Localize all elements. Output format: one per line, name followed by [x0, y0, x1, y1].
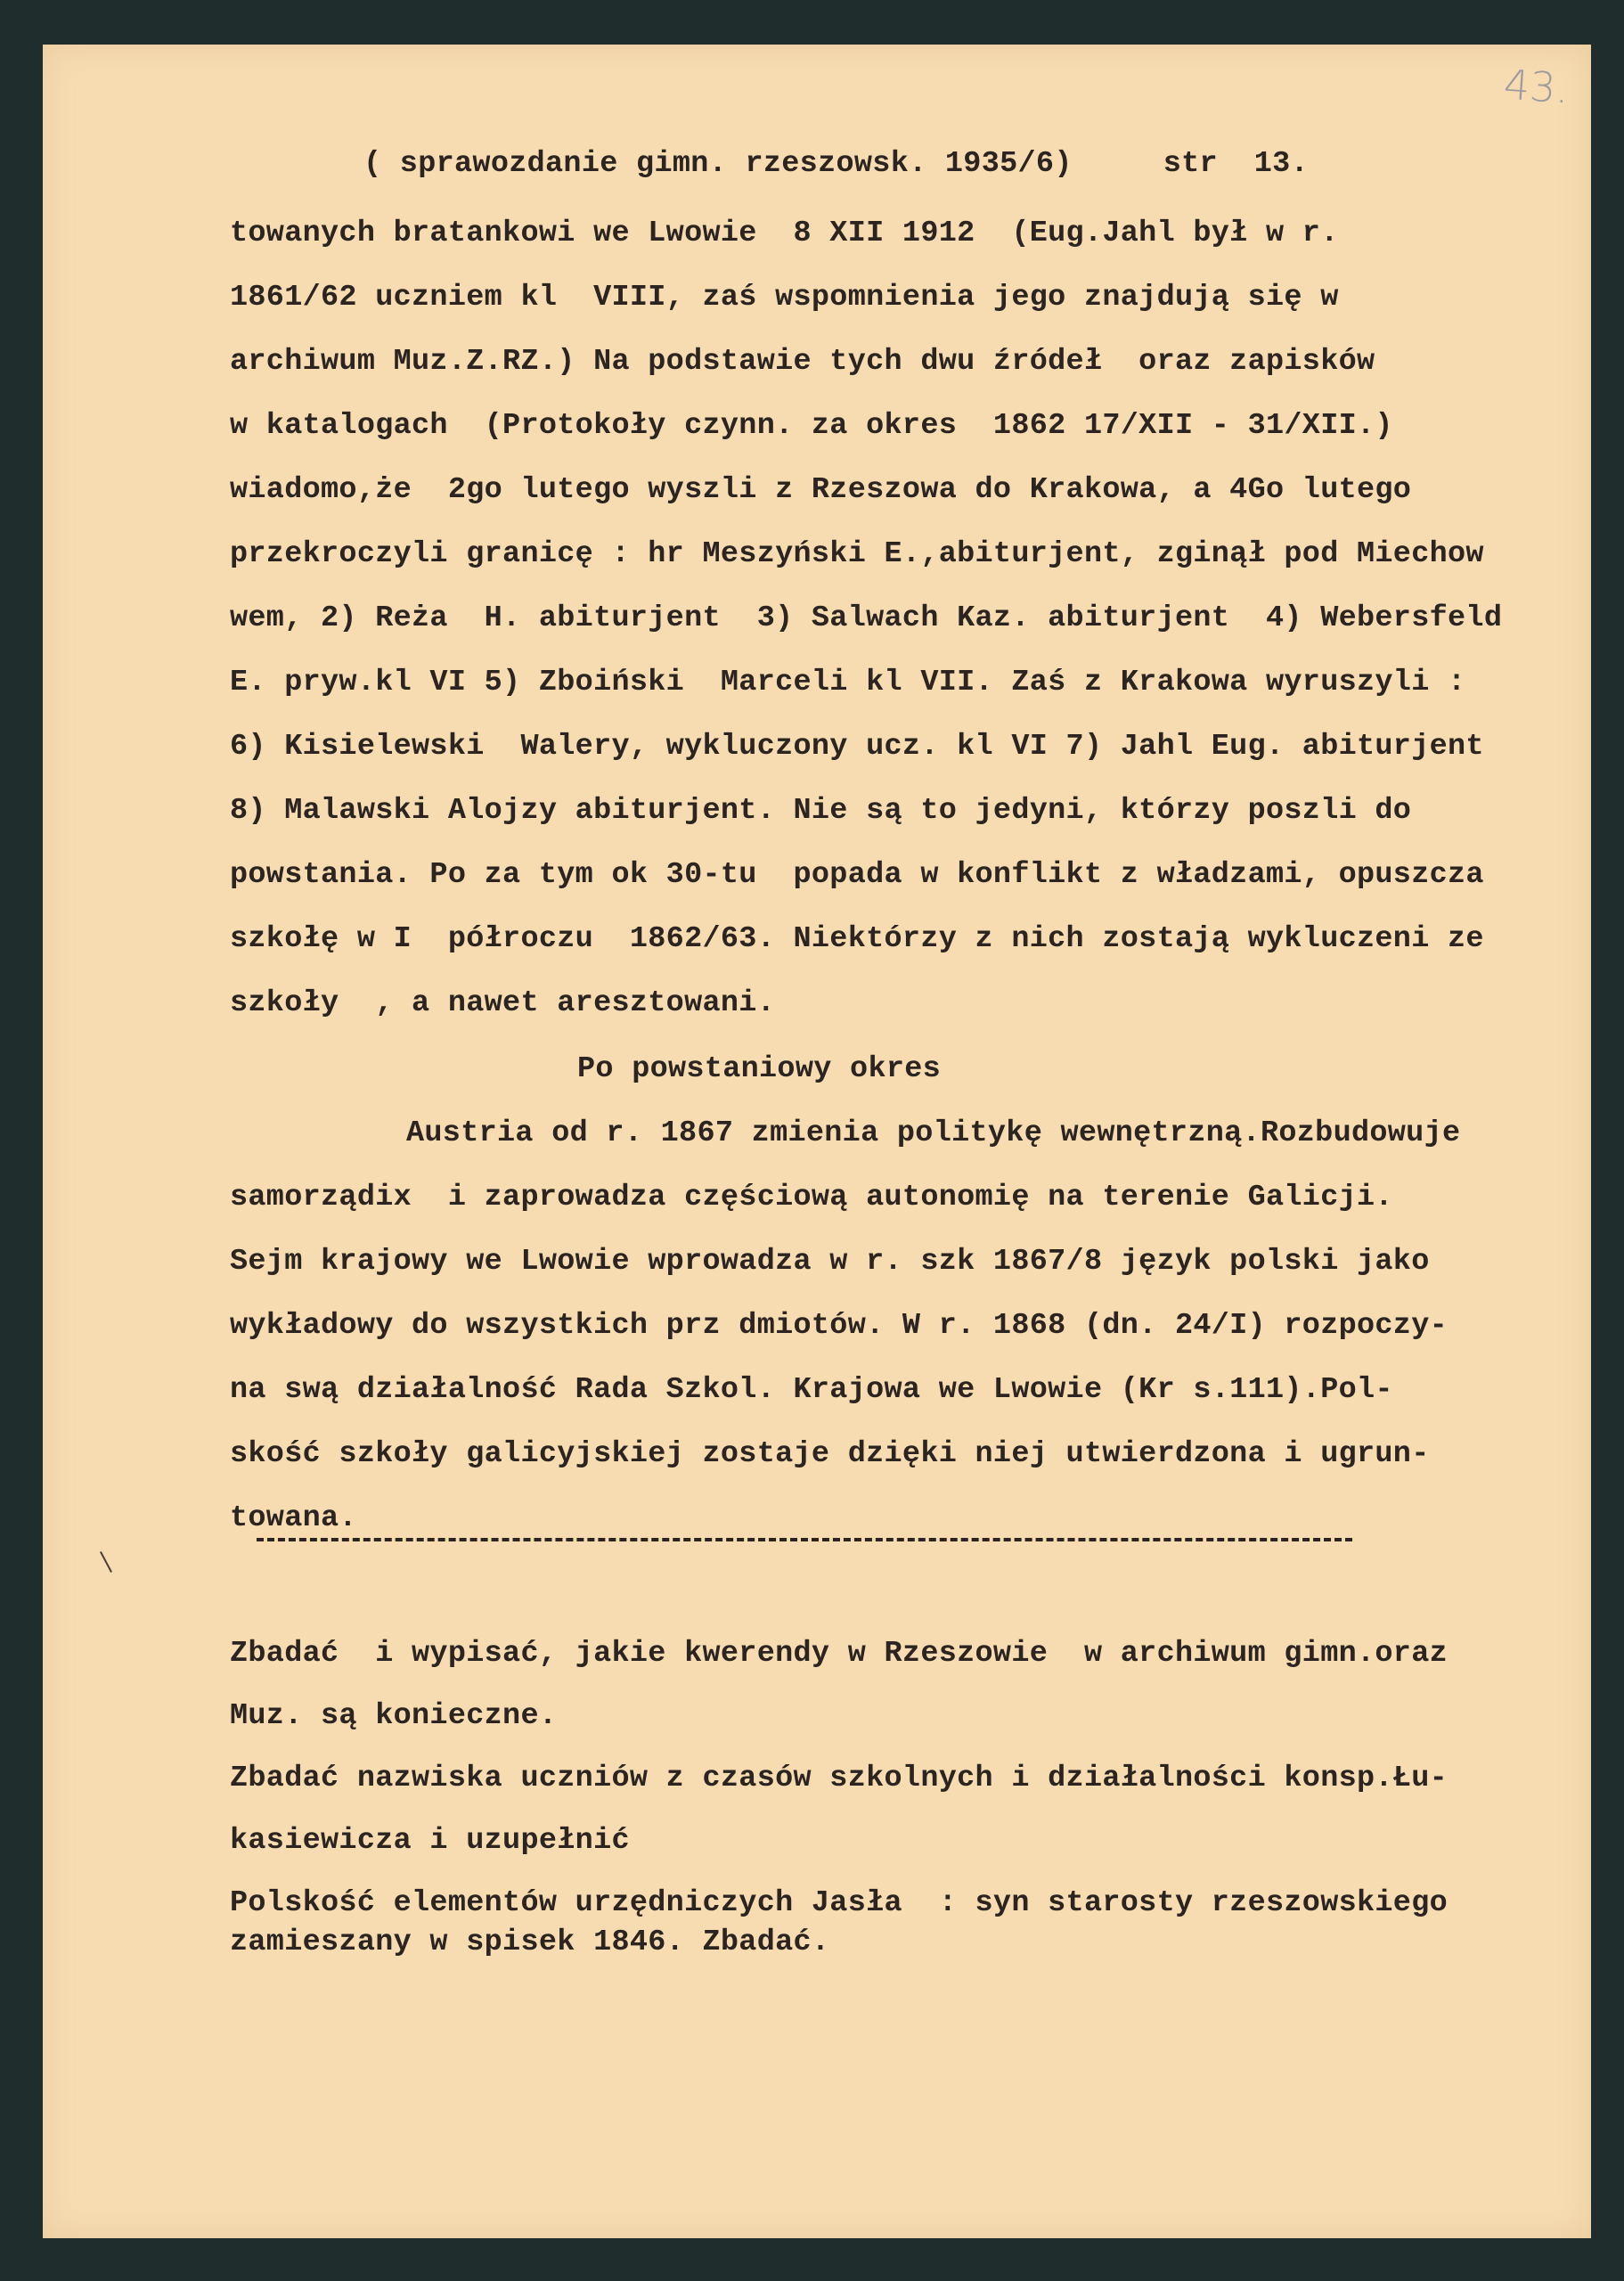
body-line: powstania. Po za tym ok 30-tu popada w konflikt z władzami, opuszcza	[230, 858, 1484, 892]
section-line: na swą działalność Rada Szkol. Krajowa we Lwowie (Kr s.111).Pol-	[230, 1373, 1393, 1407]
page-header: ( sprawozdanie gimn. rzeszowsk. 1935/6) str 13.	[363, 147, 1309, 181]
body-line: 6) Kisielewski Walery, wykluczony ucz. kl VI 7) Jahl Eug. abiturjent	[230, 730, 1484, 764]
folio-number: 43.	[1502, 60, 1571, 113]
note-line: kasiewicza i uzupełnić	[230, 1824, 630, 1858]
section-divider	[257, 1538, 1352, 1541]
body-line: E. pryw.kl VI 5) Zboiński Marceli kl VII. Zaś z Krakowa wyruszyli :	[230, 666, 1466, 699]
body-line: wiadomo,że 2go lutego wyszli z Rzeszowa do Krakowa, a 4Go lutego	[230, 473, 1412, 507]
stray-pen-mark	[100, 1551, 112, 1573]
section-line: skość szkoły galicyjskiej zostaje dzięki niej utwierdzona i ugrun-	[230, 1437, 1430, 1471]
body-line: szkołę w I półroczu 1862/63. Niektórzy z nich zostają wykluczeni ze	[230, 922, 1484, 956]
note-line: Zbadać nazwiska uczniów z czasów szkolnych i działalności konsp.Łu-	[230, 1762, 1449, 1795]
body-line: archiwum Muz.Z.RZ.) Na podstawie tych dwu źródeł oraz zapisków	[230, 345, 1375, 379]
note-line: Muz. są konieczne.	[230, 1699, 558, 1733]
document-page	[43, 45, 1591, 2238]
section-heading: Po powstaniowy okres	[577, 1052, 942, 1086]
body-line: 8) Malawski Alojzy abiturjent. Nie są to jedyni, którzy poszli do	[230, 794, 1412, 828]
section-line: wykładowy do wszystkich prz dmiotów. W r. 1868 (dn. 24/I) rozpoczy-	[230, 1309, 1449, 1343]
section-line: Sejm krajowy we Lwowie wprowadza w r. szk 1867/8 język polski jako	[230, 1245, 1430, 1279]
note-line: Polskość elementów urzędniczych Jasła : syn starosty rzeszowskiego	[230, 1886, 1449, 1920]
body-line: 1861/62 uczniem kl VIII, zaś wspomnienia jego znajdują się w	[230, 281, 1339, 315]
section-line: towana.	[230, 1501, 357, 1535]
body-line: wem, 2) Reża H. abiturjent 3) Salwach Kaz. abiturjent 4) Webersfeld	[230, 601, 1503, 635]
section-line: samorządix i zaprowadza częściową autonomię na terenie Galicji.	[230, 1181, 1393, 1214]
section-line: Austria od r. 1867 zmienia politykę wewnętrzną.Rozbudowuje	[406, 1116, 1461, 1150]
body-line: towanych bratankowi we Lwowie 8 XII 1912 (Eug.Jahl był w r.	[230, 217, 1339, 250]
body-line: w katalogach (Protokoły czynn. za okres 1862 17/XII - 31/XII.)	[230, 409, 1393, 443]
body-line: szkoły , a nawet aresztowani.	[230, 986, 776, 1020]
note-line: zamieszany w spisek 1846. Zbadać.	[230, 1925, 830, 1959]
body-line: przekroczyli granicę : hr Meszyński E.,abiturjent, zginął pod Miechow	[230, 537, 1484, 571]
note-line: Zbadać i wypisać, jakie kwerendy w Rzeszowie w archiwum gimn.oraz	[230, 1637, 1449, 1671]
